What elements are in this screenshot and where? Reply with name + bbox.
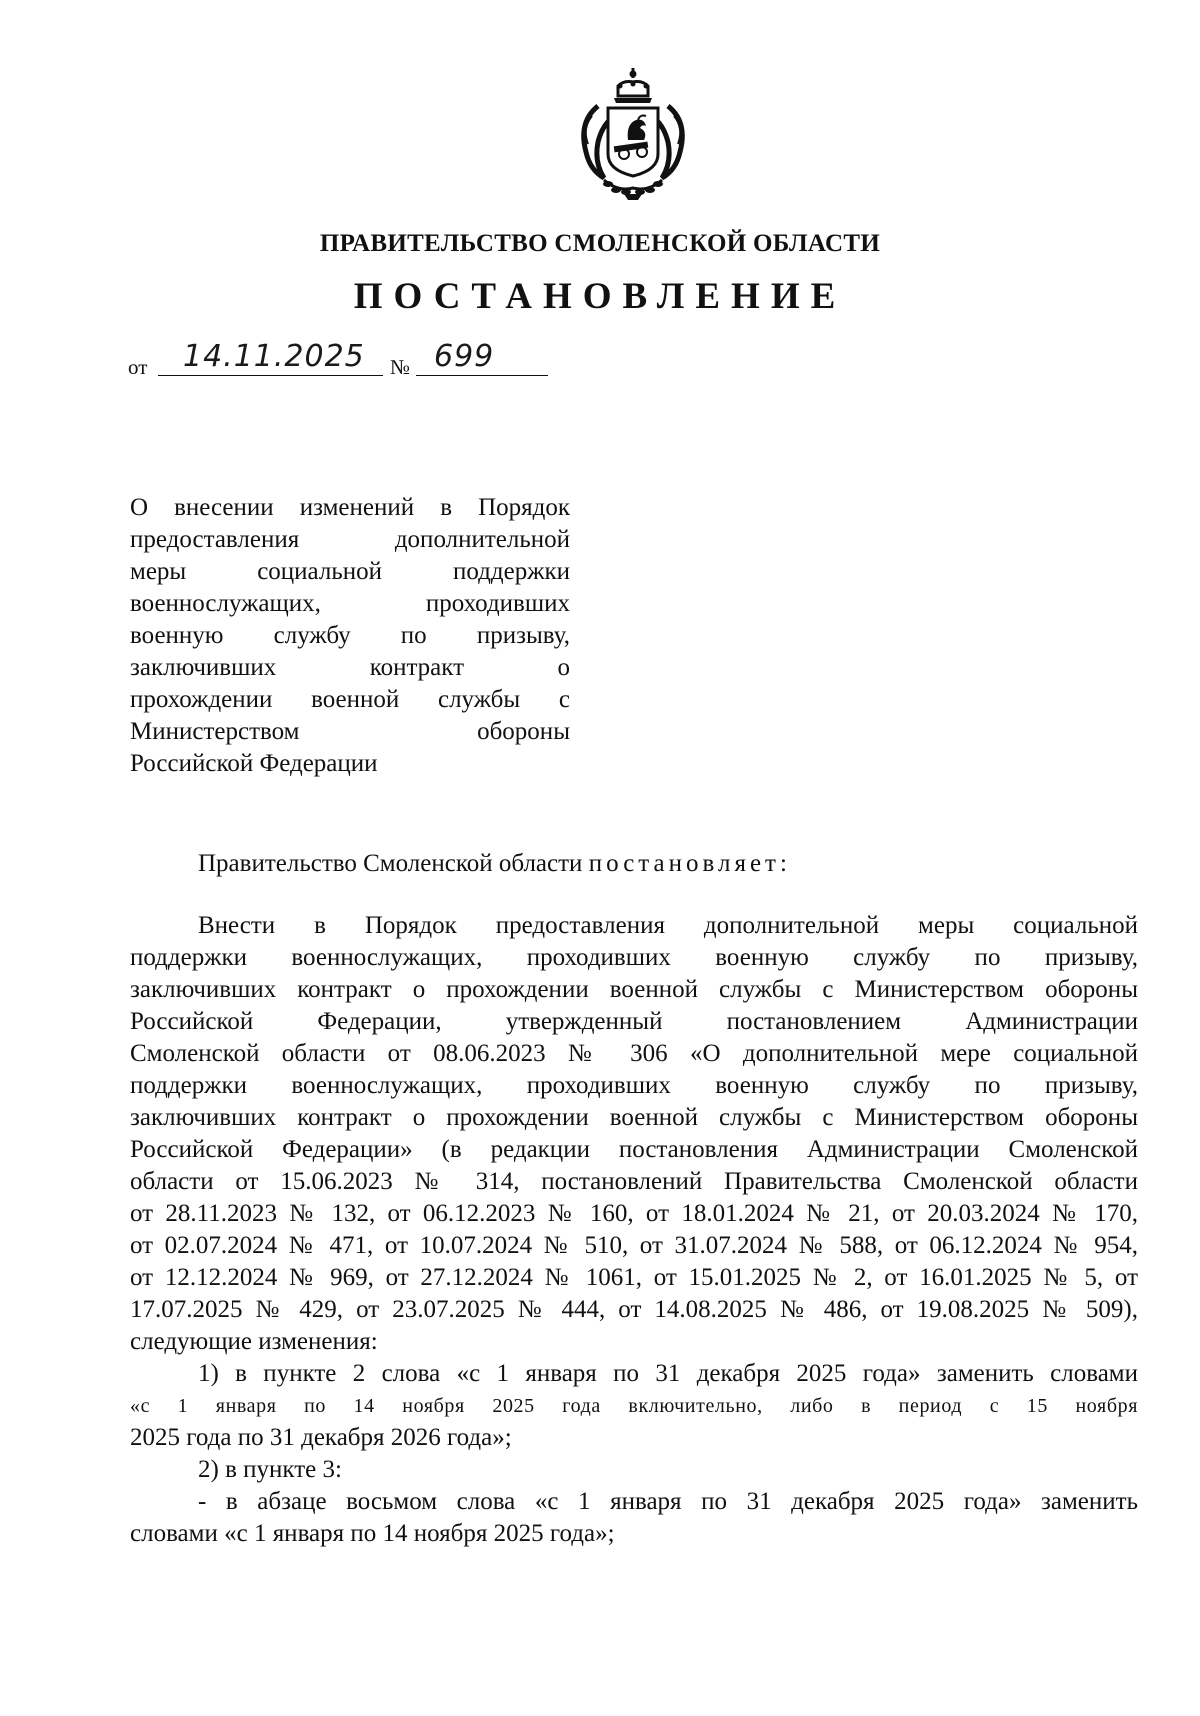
body-line: поддержки военнослужащих, проходивших военную службу по призыву,	[130, 1072, 1138, 1099]
body-line: Внести в Порядок предоставления дополнительной меры социальной	[198, 912, 1138, 939]
resolution-subject: Правительство Смоленской области	[198, 850, 583, 877]
amendment-item-2: 2) в пункте 3:	[198, 1456, 342, 1483]
body-line: заключивших контракт о прохождении военной службы с Министерством обороны	[130, 1104, 1138, 1131]
organization-name: ПРАВИТЕЛЬСТВО СМОЛЕНСКОЙ ОБЛАСТИ	[319, 230, 881, 257]
number-prefix: №	[390, 355, 411, 379]
title-line: Министерством обороны	[130, 718, 570, 745]
body-line: Российской Федерации, утвержденный постановлением Администрации	[130, 1008, 1138, 1035]
amendment-subitem: - в абзаце восьмом слова «с 1 января по 31 декабря 2025 года» заменить	[198, 1488, 1138, 1515]
body-line: следующие изменения:	[130, 1328, 378, 1355]
number-underline	[416, 375, 548, 376]
title-line: О внесении изменений в Порядок	[130, 494, 570, 521]
body-line: 17.07.2025 № 429, от 23.07.2025 № 444, от 14.08.2025 № 486, от 19.08.2025 № 509),	[130, 1296, 1138, 1323]
date-prefix: от	[128, 355, 148, 379]
resolution-verb: постановляет:	[588, 850, 791, 877]
document-type-heading: ПОСТАНОВЛЕНИЕ	[353, 276, 847, 317]
body-line: от 02.07.2024 № 471, от 10.07.2024 № 510, от 31.07.2024 № 588, от 06.12.2024 № 954,	[130, 1232, 1138, 1259]
body-line: от 28.11.2023 № 132, от 06.12.2023 № 160, от 18.01.2024 № 21, от 20.03.2024 № 170,	[130, 1200, 1138, 1227]
title-line: прохождении военной службы с	[130, 686, 570, 713]
body-line: Российской Федерации» (в редакции постановления Администрации Смоленской	[130, 1136, 1138, 1163]
body-line: словами «с 1 января по 14 ноября 2025 года»;	[130, 1520, 615, 1547]
title-line: Российской Федерации	[130, 750, 378, 777]
body-line: от 12.12.2024 № 969, от 27.12.2024 № 1061, от 15.01.2025 № 2, от 16.01.2025 № 5, от	[130, 1264, 1138, 1291]
title-line: военную службу по призыву,	[130, 622, 570, 649]
title-line: заключивших контракт о	[130, 654, 570, 681]
body-line: поддержки военнослужащих, проходивших военную службу по призыву,	[130, 944, 1138, 971]
body-line: заключивших контракт о прохождении военной службы с Министерством обороны	[130, 976, 1138, 1003]
body-line: 2025 года по 31 декабря 2026 года»;	[130, 1424, 512, 1451]
body-line: области от 15.06.2023 № 314, постановлений Правительства Смоленской области	[130, 1168, 1138, 1195]
resolution-phrase	[198, 850, 791, 878]
body-line: «с 1 января по 14 ноября 2025 года включительно, либо в период с 15 ноября	[130, 1395, 1138, 1417]
document-title	[130, 492, 570, 780]
title-line: военнослужащих, проходивших	[130, 590, 570, 617]
body-line: Смоленской области от 08.06.2023 № 306 «О дополнительной мере социальной	[130, 1040, 1138, 1067]
document-body	[130, 910, 1138, 1550]
coat-of-arms-emblem	[568, 62, 698, 202]
title-line: предоставления дополнительной	[130, 526, 570, 553]
title-line: меры социальной поддержки	[130, 558, 570, 585]
date-underline	[158, 375, 383, 376]
handwritten-number: 699	[434, 339, 495, 374]
amendment-item-1: 1) в пункте 2 слова «с 1 января по 31 декабря 2025 года» заменить словами	[198, 1360, 1138, 1387]
handwritten-date: 14.11.2025	[183, 339, 365, 374]
